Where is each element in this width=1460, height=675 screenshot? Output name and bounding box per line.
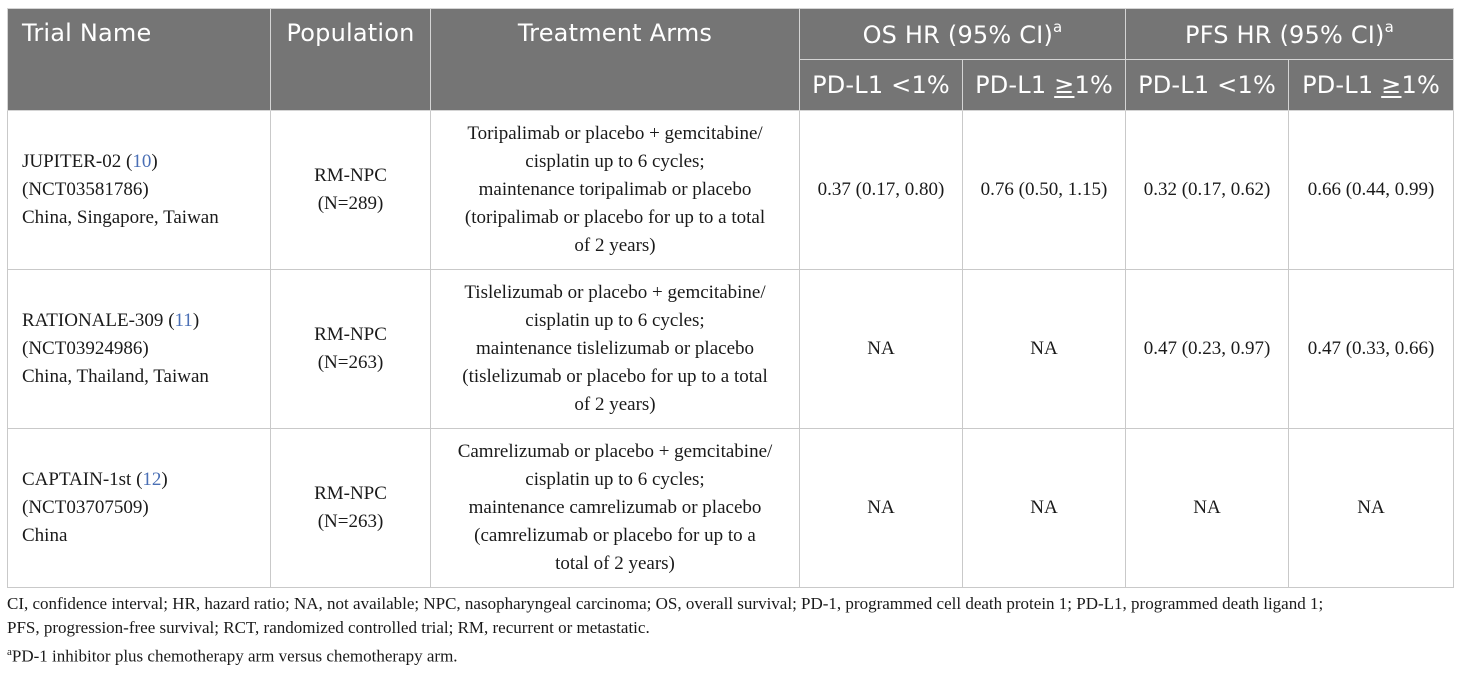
- footnote-mark: a: [1053, 17, 1063, 36]
- trial-name-line: [22, 148, 270, 176]
- table-row: [8, 111, 1454, 270]
- os-hr-pdl1-lt1-cell: [800, 270, 963, 429]
- treatment-line: (toripalimab or placebo for up to a total: [464, 207, 766, 228]
- footnote-a-mark: a: [7, 646, 12, 658]
- trial-name-line: [22, 307, 270, 335]
- pdl1-lt1-label: PD-L1 <1%: [812, 71, 950, 99]
- trial-cell: [8, 429, 271, 588]
- os-hr-pdl1-ge1-cell: [963, 111, 1126, 270]
- treatment-line: cisplatin up to 6 cycles;: [525, 469, 705, 490]
- ref-close: ): [192, 310, 200, 331]
- population-n: (N=263): [317, 511, 384, 532]
- header-os-pdl1-lt1: [800, 60, 963, 111]
- header-trial-name-text: Trial Name: [22, 19, 152, 47]
- pfs-hr-pdl1-lt1-cell: [1126, 270, 1289, 429]
- hr-value: NA: [1030, 497, 1058, 518]
- header-pfs-pdl1-ge1: [1289, 60, 1454, 111]
- header-pfs-hr: [1126, 9, 1454, 60]
- header-population-text: Population: [286, 19, 415, 47]
- population-cell: [271, 429, 431, 588]
- hr-value: NA: [1193, 497, 1221, 518]
- reference-link[interactable]: 11: [174, 310, 193, 331]
- table-row: [8, 429, 1454, 588]
- hr-value: 0.47 (0.33, 0.66): [1307, 338, 1435, 359]
- trial-name: RATIONALE-309: [22, 310, 164, 331]
- pfs-hr-pdl1-lt1-cell: [1126, 429, 1289, 588]
- ref-open: (: [121, 151, 133, 172]
- table-footnotes: [7, 592, 1457, 669]
- trial-region: China, Thailand, Taiwan: [22, 366, 209, 387]
- pfs-hr-pdl1-ge1-cell: [1289, 270, 1454, 429]
- table-row: [8, 270, 1454, 429]
- hr-value: 0.47 (0.23, 0.97): [1143, 338, 1271, 359]
- treatment-line: Toripalimab or placebo + gemcitabine/: [467, 123, 763, 144]
- header-pfs-pdl1-lt1: [1126, 60, 1289, 111]
- ref-close: ): [151, 151, 158, 172]
- hr-value: NA: [1357, 497, 1385, 518]
- pdl1-ge1-suffix: 1%: [1074, 71, 1113, 99]
- hr-value: NA: [1030, 338, 1058, 359]
- trial-name-line: [22, 466, 270, 494]
- treatment-cell: [431, 111, 800, 270]
- header-treatment-arms: [431, 9, 800, 111]
- nct-id: (NCT03707509): [22, 497, 149, 518]
- treatment-line: total of 2 years): [555, 553, 675, 574]
- trial-name: JUPITER-02: [22, 151, 122, 172]
- reference-link[interactable]: 10: [132, 151, 152, 172]
- pfs-hr-pdl1-ge1-cell: [1289, 429, 1454, 588]
- os-hr-pdl1-ge1-cell: [963, 429, 1126, 588]
- treatment-line: maintenance toripalimab or placebo: [478, 179, 752, 200]
- treatment-line: cisplatin up to 6 cycles;: [525, 310, 705, 331]
- pdl1-lt1-label: PD-L1 <1%: [1138, 71, 1276, 99]
- header-population: [271, 9, 431, 111]
- nct-id: (NCT03924986): [22, 338, 149, 359]
- header-os-hr: [800, 9, 1126, 60]
- header-treatment-arms-text: Treatment Arms: [517, 19, 713, 47]
- os-hr-pdl1-lt1-cell: [800, 429, 963, 588]
- population-type: RM-NPC: [314, 483, 387, 504]
- population-type: RM-NPC: [314, 165, 387, 186]
- hr-value: 0.37 (0.17, 0.80): [817, 179, 945, 200]
- treatment-line: cisplatin up to 6 cycles;: [525, 151, 705, 172]
- table-body: [8, 111, 1454, 588]
- trial-cell: [8, 270, 271, 429]
- header-pfs-hr-text: PFS HR (95% CI): [1185, 20, 1385, 49]
- hr-value: NA: [867, 497, 895, 518]
- pfs-hr-pdl1-ge1-cell: [1289, 111, 1454, 270]
- trial-name: CAPTAIN-1st: [22, 469, 132, 490]
- population-cell: [271, 270, 431, 429]
- treatment-cell: [431, 270, 800, 429]
- treatment-cell: [431, 429, 800, 588]
- footnote-mark: a: [1384, 17, 1395, 36]
- reference-link[interactable]: 12: [142, 469, 162, 490]
- header-os-hr-text: OS HR (95% CI): [862, 20, 1054, 49]
- population-type: RM-NPC: [314, 324, 387, 345]
- pdl1-ge1-prefix: PD-L1: [1302, 71, 1382, 99]
- pdl1-ge1-suffix: 1%: [1401, 71, 1440, 99]
- treatment-line: maintenance tislelizumab or placebo: [475, 338, 755, 359]
- treatment-line: maintenance camrelizumab or placebo: [468, 497, 762, 518]
- table-container: [7, 8, 1453, 588]
- trial-cell: [8, 111, 271, 270]
- hr-value: NA: [867, 338, 895, 359]
- hr-value: 0.32 (0.17, 0.62): [1143, 179, 1271, 200]
- abbreviations-line-2: PFS, progression-free survival; RCT, randomized controlled trial; RM, recurrent or metastatic.: [7, 618, 650, 637]
- header-os-pdl1-ge1: [963, 60, 1126, 111]
- trial-region: China, Singapore, Taiwan: [22, 207, 219, 228]
- population-n: (N=263): [317, 352, 384, 373]
- abbreviations-line-1: CI, confidence interval; HR, hazard ratio; NA, not available; NPC, nasopharyngeal carcinoma; OS, overall survival; PD-1, programmed cell death protein 1; PD-L1, programmed death ligand 1;: [7, 594, 1324, 613]
- treatment-line: Tislelizumab or placebo + gemcitabine/: [464, 282, 766, 303]
- trials-table: [7, 8, 1454, 588]
- os-hr-pdl1-ge1-cell: [963, 270, 1126, 429]
- population-n: (N=289): [317, 193, 384, 214]
- pfs-hr-pdl1-lt1-cell: [1126, 111, 1289, 270]
- treatment-line: (camrelizumab or placebo for up to a: [474, 525, 756, 546]
- ge-symbol: ≥: [1381, 71, 1402, 99]
- pdl1-ge1-prefix: PD-L1: [975, 71, 1055, 99]
- header-trial-name: [8, 9, 271, 111]
- trial-region: China: [22, 525, 68, 546]
- treatment-line: of 2 years): [574, 235, 656, 256]
- treatment-line: (tislelizumab or placebo for up to a total: [462, 366, 768, 387]
- hr-value: 0.66 (0.44, 0.99): [1307, 179, 1435, 200]
- footnote-a: [7, 640, 1457, 669]
- hr-value: 0.76 (0.50, 1.15): [980, 179, 1108, 200]
- treatment-line: of 2 years): [574, 394, 656, 415]
- os-hr-pdl1-lt1-cell: [800, 111, 963, 270]
- ge-symbol: ≥: [1054, 71, 1075, 99]
- ref-open: (: [163, 310, 175, 331]
- ref-open: (: [131, 469, 143, 490]
- treatment-line: Camrelizumab or placebo + gemcitabine/: [457, 441, 773, 462]
- population-cell: [271, 111, 431, 270]
- footnote-a-text: PD-1 inhibitor plus chemotherapy arm versus chemotherapy arm.: [11, 646, 458, 666]
- nct-id: (NCT03581786): [22, 179, 149, 200]
- ref-close: ): [161, 469, 168, 490]
